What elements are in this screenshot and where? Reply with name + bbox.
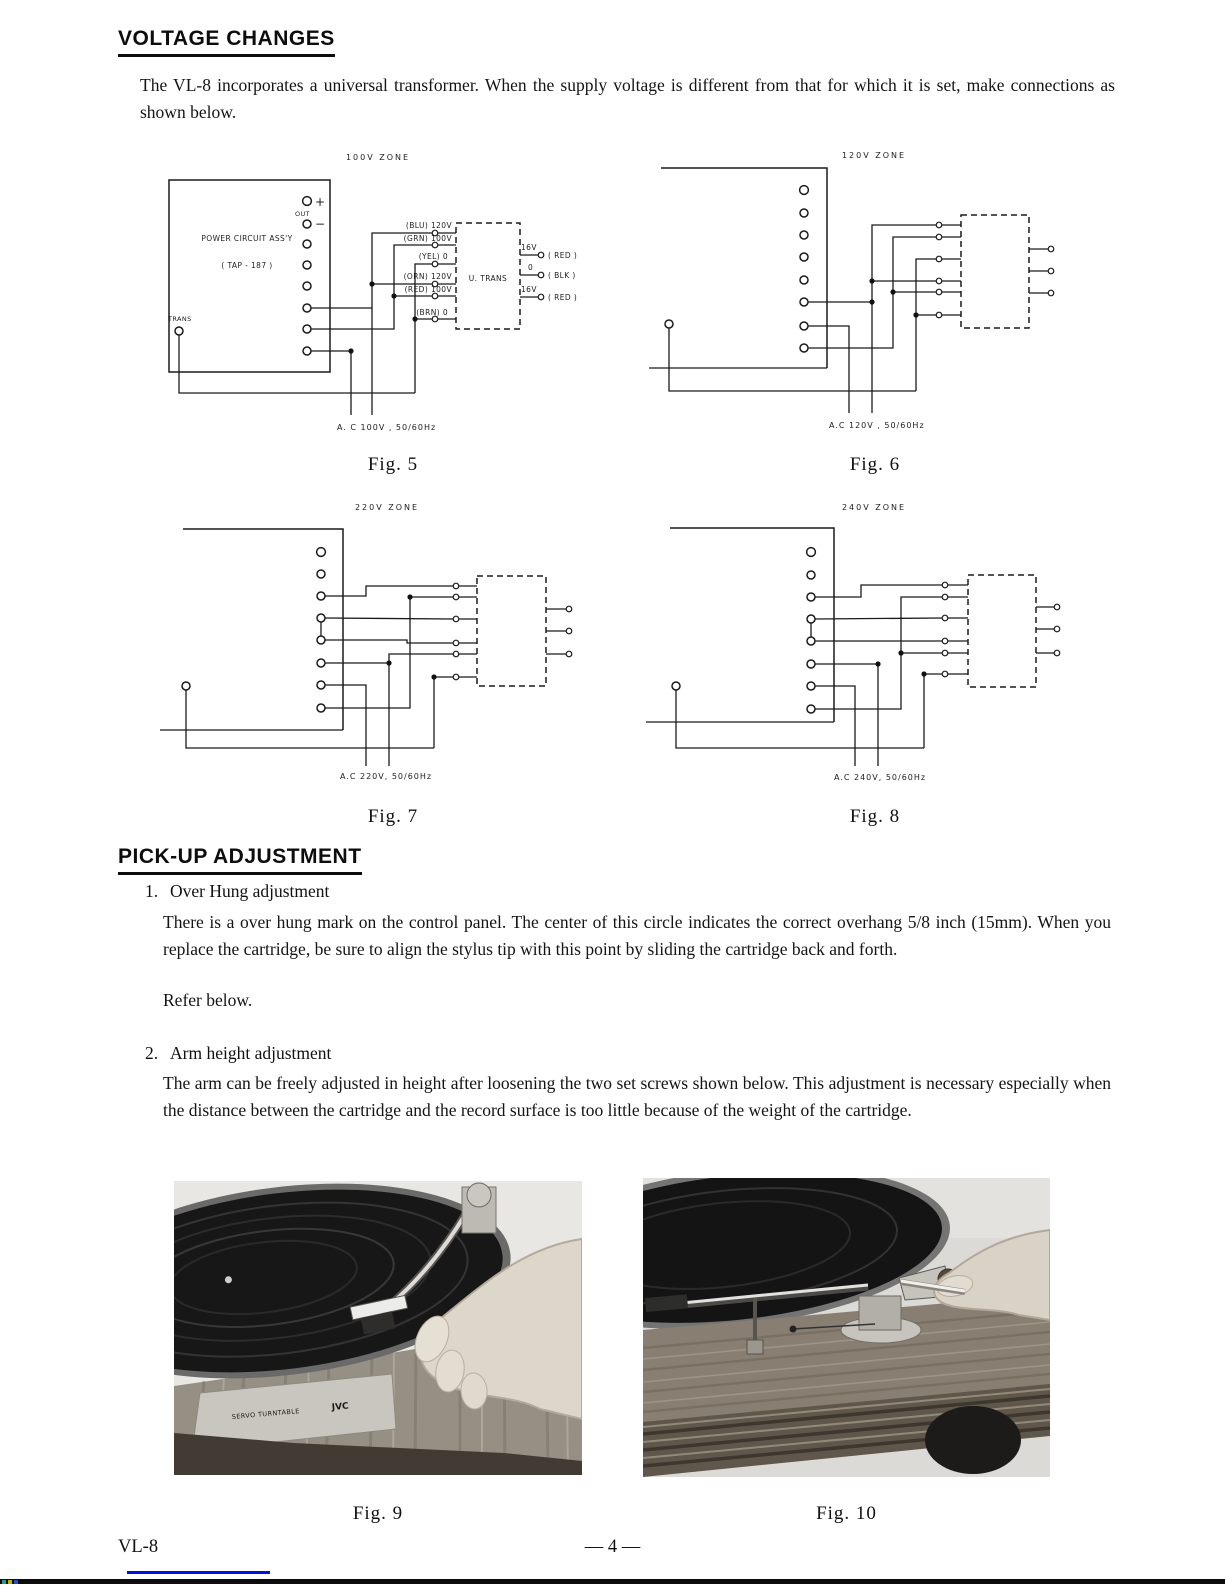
plus-label: + — [315, 195, 326, 209]
wires — [676, 585, 1054, 766]
output1-color: ( RED ) — [548, 251, 578, 260]
figure-9-caption: Fig. 9 — [352, 1503, 404, 1524]
zone-label: 220V ZONE — [354, 503, 420, 512]
item1-title: Over Hung adjustment — [170, 881, 330, 901]
wiring-diagrams — [152, 138, 1116, 828]
u-trans-box — [477, 576, 546, 686]
u-trans-box — [961, 215, 1029, 328]
tap-label: ( TAP - 187 ) — [221, 261, 273, 270]
figure-7-diagram — [152, 490, 632, 800]
power-circuit-box — [670, 528, 834, 722]
wires — [186, 586, 566, 766]
figure-6-block — [634, 138, 1116, 476]
figure-6-diagram — [634, 138, 1114, 448]
trans-terminal — [182, 682, 190, 690]
wires — [669, 225, 1048, 413]
figure-8-caption: Fig. 8 — [849, 806, 901, 827]
u-trans-label: U. TRANS — [468, 274, 508, 283]
figure-8-block — [634, 490, 1116, 828]
output3-color: ( RED ) — [548, 293, 578, 302]
figure-5-diagram — [152, 138, 632, 448]
photo-fig10-art — [643, 1178, 1050, 1477]
zone-label: 240V ZONE — [841, 503, 907, 512]
zone-label: 100V ZONE — [345, 153, 411, 162]
scan-artifact-dot — [14, 1580, 18, 1584]
minus-label: − — [315, 217, 326, 231]
panel-text: SERVO TURNTABLE — [231, 1407, 301, 1421]
item2-body: The arm can be freely adjusted in height after loosening the two set screws shown below. This adjustment is necessary especially when the distance between the cartridge and the record surface is too little because of the weight of the cartridge. — [163, 1073, 1111, 1120]
item1-number: 1. — [145, 881, 159, 901]
figure-7-block — [152, 490, 634, 828]
ac-supply-label: A. C 100V , 50/60Hz — [337, 423, 437, 432]
item2-number: 2. — [145, 1043, 159, 1063]
figure-10-caption: Fig. 10 — [816, 1503, 877, 1524]
terminal-column — [303, 197, 312, 355]
scan-artifact-dot — [8, 1580, 12, 1584]
wire-label-orn: (ORN) 120V — [403, 272, 452, 281]
ac-supply-label: A.C 220V, 50/60Hz — [340, 772, 433, 781]
wire-label-blu: (BLU) 120V — [405, 221, 452, 230]
power-circuit-box — [169, 180, 330, 372]
wire-label-grn: (GRN) 100V — [403, 234, 452, 243]
intro-paragraph: The VL-8 incorporates a universal transformer. When the supply voltage is different from that for which it is set, make connections as shown below. — [140, 75, 1115, 122]
photo-arm-height-adjustment — [643, 1178, 1050, 1477]
out-label: OUT — [295, 210, 311, 218]
output2-voltage: 0 — [528, 263, 534, 272]
terminal-column — [800, 186, 809, 352]
junction-dots — [386, 594, 436, 679]
ac-supply-label: A.C 120V , 50/60Hz — [829, 421, 925, 430]
item1-note: Refer below. — [163, 990, 253, 1010]
voltage-changes-heading: VOLTAGE CHANGES — [118, 27, 335, 57]
trans-label: TRANS — [168, 315, 192, 323]
trans-terminal — [665, 320, 673, 328]
output1-voltage: 16V — [521, 243, 537, 252]
figure-7-caption: Fig. 7 — [367, 806, 419, 827]
zone-label: 120V ZONE — [841, 151, 907, 160]
item1-body: There is a over hung mark on the control panel. The center of this circle indicates the correct overhang 5/8 inch (15mm). When you replace the cartridge, be sure to align the stylus tip with this point by sliding the cartridge back and forth. — [163, 912, 1111, 959]
page-bottom-edge — [0, 1579, 1225, 1584]
wire-label-yel: (YEL) 0 — [418, 252, 448, 261]
figure-5-caption: Fig. 5 — [367, 454, 419, 475]
trans-terminal — [672, 682, 680, 690]
figure-5-block — [152, 138, 634, 476]
wire-label-brn: (BRN) 0 — [416, 308, 448, 317]
pickup-adjustment-heading: PICK-UP ADJUSTMENT — [118, 845, 362, 875]
photo-fig9-art — [174, 1181, 582, 1475]
ac-supply-label: A.C 240V, 50/60Hz — [834, 773, 927, 782]
figure-8-diagram — [634, 490, 1114, 800]
turntable-foot — [925, 1406, 1021, 1474]
scan-artifact-blue-line — [127, 1571, 270, 1574]
photo-overhang-adjustment — [174, 1181, 582, 1475]
power-circuit-label: POWER CIRCUIT ASS'Y — [201, 234, 293, 243]
figure-6-caption: Fig. 6 — [849, 454, 901, 475]
item2-title: Arm height adjustment — [170, 1043, 332, 1063]
brand-logo: JVC — [331, 1401, 350, 1413]
wire-label-red: (RED) 100V — [404, 285, 452, 294]
output3-voltage: 16V — [521, 285, 537, 294]
output2-color: ( BLK ) — [548, 271, 576, 280]
power-circuit-box — [661, 168, 827, 368]
footer-page-number: — 4 — — [584, 1537, 641, 1557]
footer-model: VL-8 — [118, 1537, 159, 1557]
u-trans-box — [968, 575, 1036, 687]
trans-terminal — [175, 327, 183, 335]
scan-artifact-dot — [2, 1580, 6, 1584]
junction-dots — [869, 278, 918, 317]
power-circuit-box — [183, 529, 343, 730]
